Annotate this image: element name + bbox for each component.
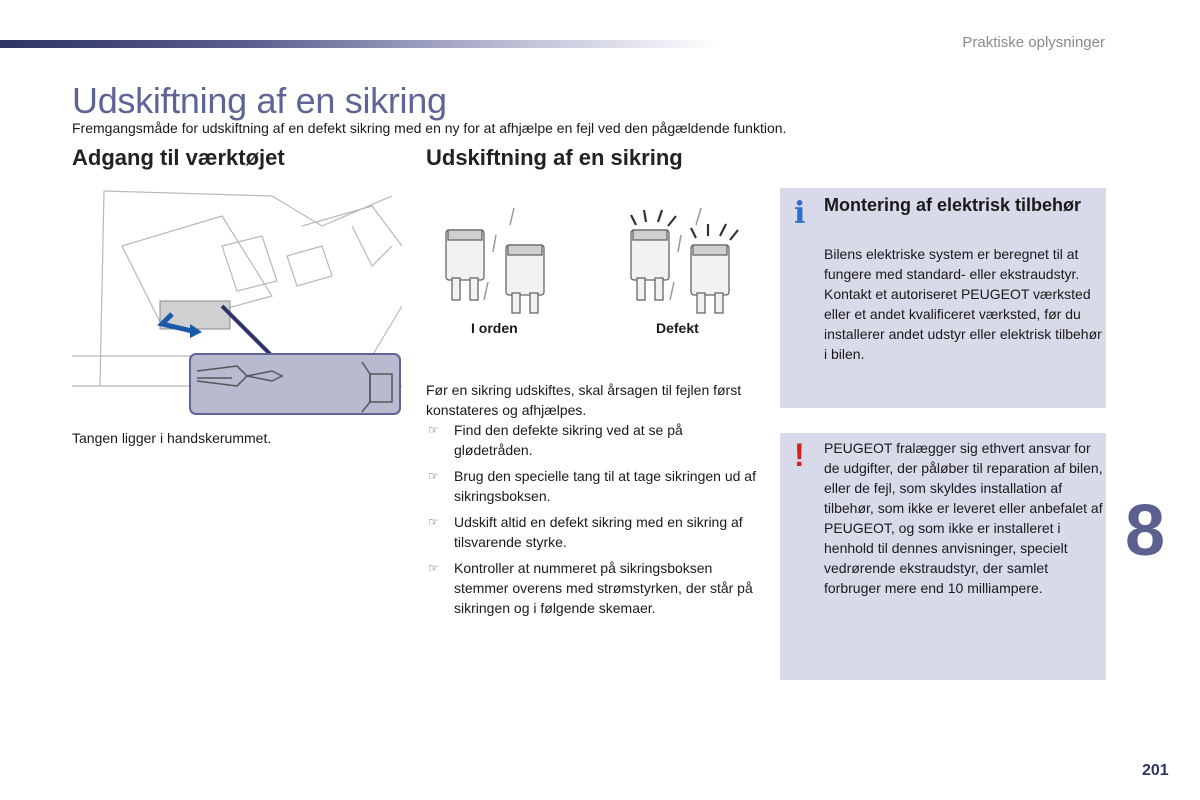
middle-heading: Udskiftning af en sikring <box>426 145 683 170</box>
warning-box-text <box>824 438 1104 598</box>
pointer-icon: ☞ <box>428 515 439 529</box>
info-box-title: Montering af elektrisk tilbehør <box>824 195 1082 215</box>
fuse-ok-label: I orden <box>471 320 518 336</box>
list-item-text: Udskift altid en defekt sikring med en sikring af tilsvarende styrke. <box>454 514 743 550</box>
section-label: Praktiske oplysninger <box>962 34 1105 51</box>
list-item <box>426 466 756 506</box>
tool-caption: Tangen ligger i handskerummet. <box>72 430 272 446</box>
procedure-list <box>426 420 756 618</box>
pointer-icon: ☞ <box>428 423 439 437</box>
list-item-text: Brug den specielle tang til at tage sikringen ud af sikringsboksen. <box>454 468 756 504</box>
fuse-defect-label: Defekt <box>656 320 699 336</box>
intro-text: Fremgangsmåde for udskiftning af en defekt sikring med en ny for at afhjælpe en fejl ved den pågældende funktion. <box>72 120 787 136</box>
header-bar <box>0 40 720 48</box>
list-item-text: Kontroller at nummeret på sikringsboksen stemmer overens med strømstyrken, der står på sikringen og i følgende skemaer. <box>454 560 753 616</box>
info-box <box>780 188 1106 408</box>
procedure-text <box>426 380 756 624</box>
left-heading: Adgang til værktøjet <box>72 145 285 170</box>
fuse-illustration <box>426 200 756 330</box>
warning-icon: ! <box>794 437 805 473</box>
procedure-intro: Før en sikring udskiftes, skal årsagen til fejlen først konstateres og afhjælpes. <box>426 382 742 418</box>
info-box-text <box>824 244 1104 364</box>
info-box-para-2: Kontakt et autoriseret PEUGEOT værksted eller et andet kvalificeret værksted, før du installerer andet udstyr eller elektrisk tilbehør i bilen. <box>824 286 1102 362</box>
pointer-icon: ☞ <box>428 561 439 575</box>
list-item-text: Find den defekte sikring ved at se på glødetråden. <box>454 422 683 458</box>
list-item <box>426 558 756 618</box>
warning-paragraph: PEUGEOT fralægger sig ethvert ansvar for de udgifter, der påløber til reparation af bilen, eller de fejl, som skyldes installation af tilbehør, som ikke er leveret eller anbefalet af PEUGEOT, og som ikke er installeret i henhold til dennes anvisninger, specielt vedrørende ekstraudstyr, der samlet forbruger mere end 10 milliampere. <box>824 440 1103 596</box>
list-item <box>426 420 756 460</box>
page-number: 201 <box>1142 762 1169 779</box>
info-icon: i <box>794 196 806 231</box>
list-item <box>426 512 756 552</box>
glovebox-illustration <box>72 186 402 416</box>
chapter-number: 8 <box>1125 491 1166 571</box>
warning-box <box>780 433 1106 680</box>
info-box-para-1: Bilens elektriske system er beregnet til at fungere med standard- eller ekstraudstyr. <box>824 246 1080 282</box>
page-title: Udskiftning af en sikring <box>72 80 447 121</box>
pointer-icon: ☞ <box>428 469 439 483</box>
